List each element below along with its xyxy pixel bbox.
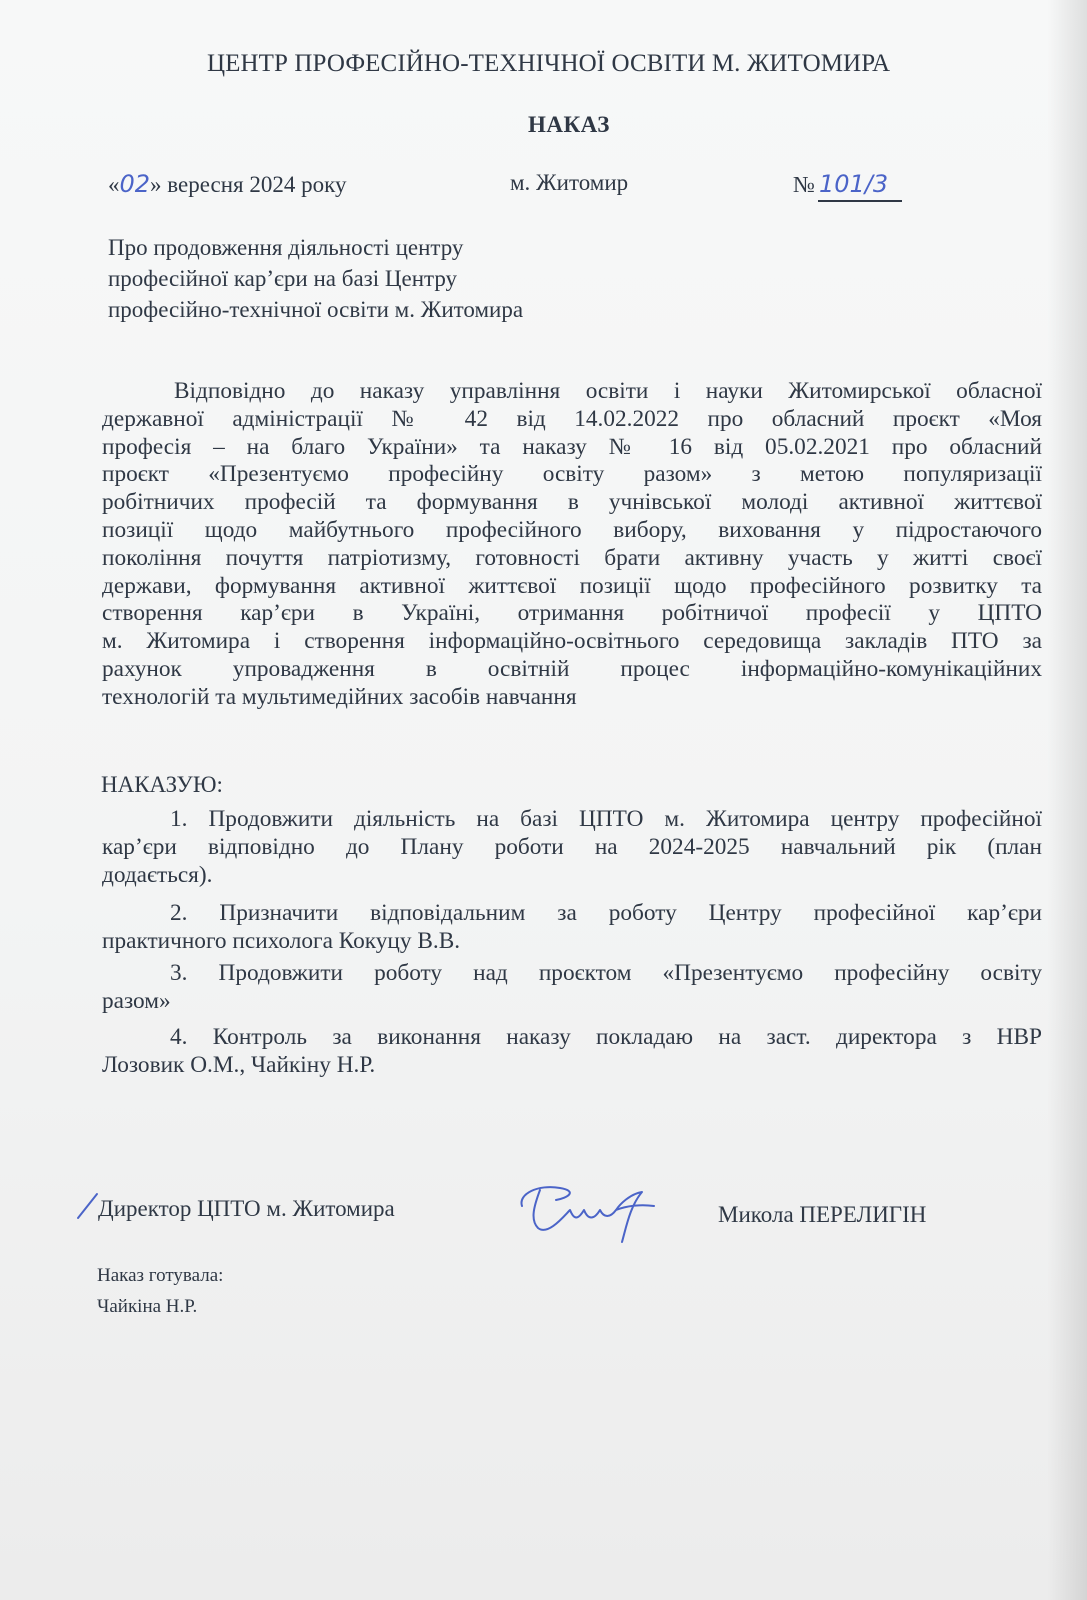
- preamble-line: покоління почуття патріотизму, готовності брати активну участь у житті своєї: [102, 544, 1042, 571]
- subject-line: професійно-технічної освіти м. Житомира: [108, 297, 524, 322]
- preamble-line: позиції щодо майбутнього професійного вибору, виховання у підростаючого: [102, 516, 1042, 543]
- order-item-1: [102, 806, 1042, 889]
- signatory-position: Директор ЦПТО м. Житомира: [98, 1196, 395, 1221]
- order-item-3: [102, 960, 1042, 1016]
- prepared-label: Наказ готувала:: [97, 1265, 224, 1286]
- prepared-name: Чайкіна Н.Р.: [97, 1296, 198, 1317]
- preamble-line: Відповідно до наказу управління освіти і науки Житомирської обласної: [174, 378, 1042, 404]
- order-item-4: [102, 1024, 1042, 1080]
- item-line: практичного психолога Кокуцу В.В.: [102, 927, 461, 954]
- item-line: кар’єри відповідно до Плану роботи на 2024-2025 навчальний рік (план: [102, 833, 1042, 860]
- handwritten-signature: [508, 1176, 668, 1246]
- item-line: 4. Контроль за виконання наказу покладаю на заст. директора з НВР: [170, 1024, 1042, 1050]
- subject-line: Про продовження діяльності центру: [108, 235, 464, 260]
- preamble-paragraph: [102, 378, 1042, 712]
- subject-line: професійної кар’єри на базі Центру: [108, 266, 458, 291]
- item-line: Лозовик О.М., Чайкіну Н.Р.: [102, 1051, 376, 1078]
- order-date: [108, 170, 346, 198]
- pen-mark: [76, 1190, 100, 1220]
- preamble-line: державної адміністрації № 42 від 14.02.2022 про обласний проєкт «Моя: [102, 405, 1042, 432]
- preamble-line: створення кар’єри в Україні, отримання робітничої професії у ЦПТО: [102, 600, 1042, 627]
- organization-header: ЦЕНТР ПРОФЕСІЙНО-ТЕХНІЧНОЇ ОСВІТИ М. ЖИТОМИРА: [207, 50, 891, 77]
- preamble-line: професія – на благо України» та наказу № 16 від 05.02.2021 про обласний: [102, 433, 1042, 460]
- number-label: №: [793, 172, 815, 197]
- order-number: [793, 170, 888, 198]
- date-day-handwritten: 02: [119, 170, 151, 198]
- order-item-2: [102, 900, 1042, 956]
- document-title: НАКАЗ: [528, 112, 610, 137]
- item-line: 3. Продовжити роботу над проєктом «Презентуємо професійну освіту: [170, 960, 1042, 986]
- preamble-line: рахунок упровадження в освітній процес інформаційно-комунікаційних: [102, 655, 1042, 682]
- item-line: разом»: [102, 987, 171, 1014]
- prepared-by: [97, 1260, 223, 1322]
- item-line: додається).: [102, 861, 213, 888]
- preamble-line: проєкт «Презентуємо професійну освіту разом» з метою популяризації: [102, 461, 1042, 488]
- order-subject: [108, 232, 628, 325]
- page-edge-shadow: [1047, 0, 1087, 1600]
- item-line: 2. Призначити відповідальним за роботу Центру професійної кар’єри: [170, 900, 1042, 926]
- preamble-line: робітничих професій та формування в учнівської молоді активної життєвої: [102, 489, 1042, 516]
- preamble-line: м. Житомира і створення інформаційно-освітнього середовища закладів ПТО за: [102, 628, 1042, 655]
- date-rest: » вересня 2024 року: [150, 172, 347, 197]
- number-underline: [818, 200, 902, 202]
- signatory-name: Микола ПЕРЕЛИГІН: [718, 1202, 927, 1227]
- preamble-line: держави, формування активної життєвої позиції щодо професійного розвитку та: [102, 572, 1042, 599]
- number-handwritten: 101/3: [818, 170, 889, 198]
- preamble-line: технологій та мультимедійних засобів навчання: [102, 683, 577, 710]
- order-city: м. Житомир: [510, 170, 629, 195]
- date-quote-open: «: [108, 172, 120, 197]
- item-line: 1. Продовжити діяльність на базі ЦПТО м. Житомира центру професійної: [170, 806, 1042, 832]
- order-word: НАКАЗУЮ:: [101, 772, 223, 797]
